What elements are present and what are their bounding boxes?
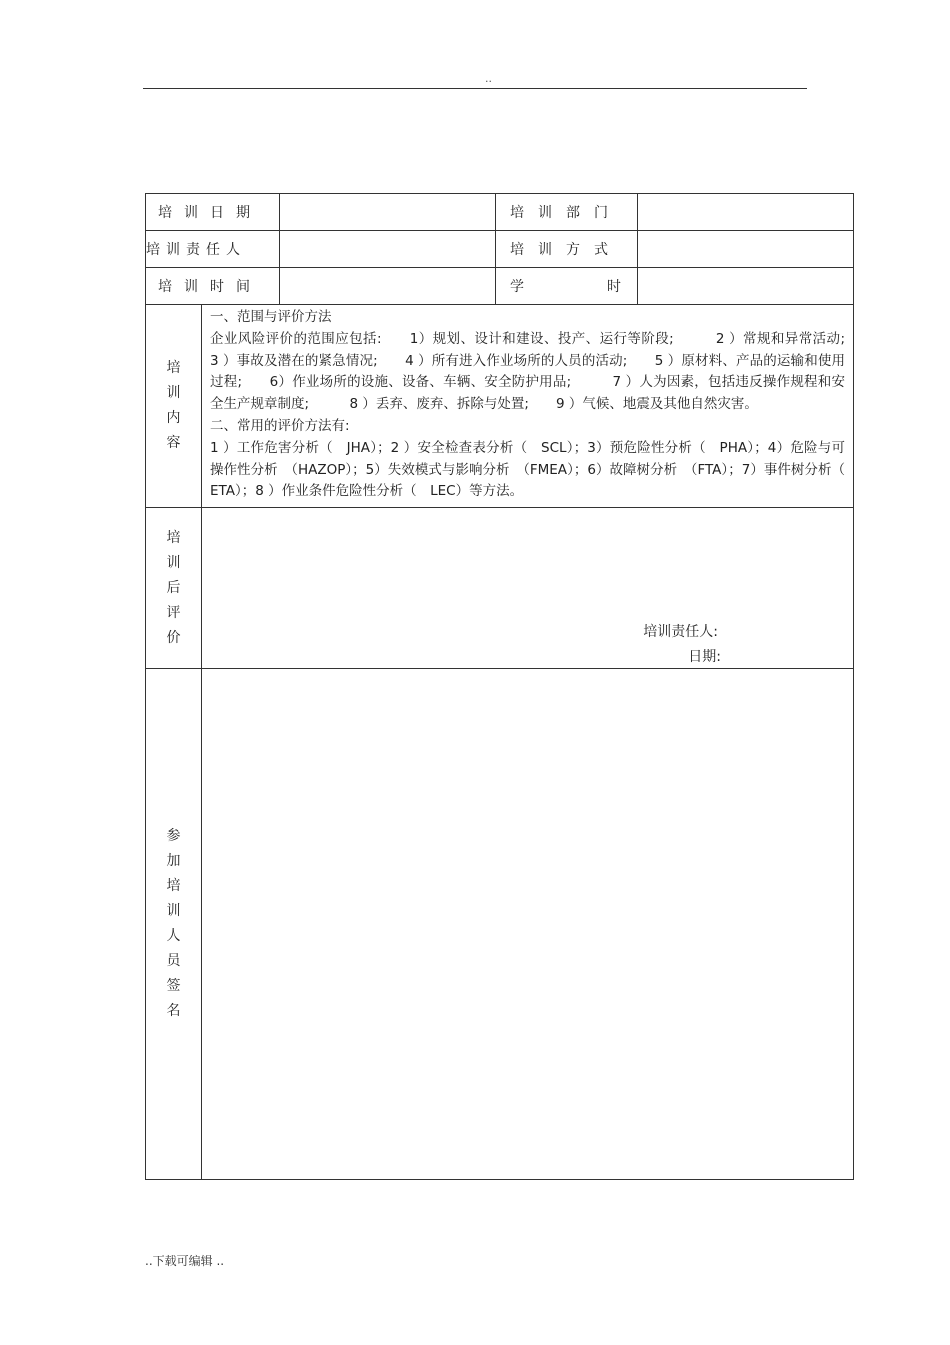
label-char: 价: [166, 629, 181, 646]
row-post-training-evaluation: [146, 508, 854, 669]
training-department-field[interactable]: [638, 194, 854, 231]
row-training-date: [146, 194, 854, 231]
training-responsible-label: 培训责任人: [146, 231, 280, 268]
label-char: 培: [166, 529, 181, 546]
content-heading-2: 二、常用的评价方法有:: [210, 417, 350, 434]
label-char: 容: [166, 435, 181, 452]
class-hours-label: [496, 268, 638, 305]
label-char: 训: [166, 554, 181, 571]
evaluation-date-label: 日期:: [688, 649, 721, 666]
label-char: 内: [166, 410, 181, 427]
training-department-label: 培训部门: [496, 194, 638, 231]
content-heading-1: 一、范围与评价方法: [210, 309, 332, 325]
row-participant-signatures: [146, 669, 854, 1180]
label-char: 参: [166, 828, 181, 845]
evaluation-field[interactable]: [202, 508, 854, 669]
signature-field[interactable]: [202, 669, 854, 1180]
training-method-label: 培训方式: [496, 231, 638, 268]
row-training-time: [146, 268, 854, 305]
training-time-field[interactable]: [280, 268, 496, 305]
training-date-field[interactable]: [280, 194, 496, 231]
content-paragraph-1: 企业风险评价的范围应包括: 1）规划、设计和建设、投产、运行等阶段; 2 ）常规和异常活动; 3 ）事故及潜在的紧急情况; 4 ）所有进入作业场所的人员的活动; 5 ）原材料、产品的运输和使用过程; 6）作业场所的设施、设备、车辆、安全防护用品; 7 ）人为因素，包括违反操作规程和安全生产规章制度; 8 ）丢弃、废弃、拆除与处置; 9 ）气候、地震及其他自然灾害。: [210, 330, 859, 413]
content-paragraph-2: 1 ）工作危害分析（ JHA）；2 ）安全检查表分析（ SCL）；3）预危险性分析（ PHA）；4）危险与可操作性分析 （HAZOP）；5）失效模式与影响分析 （FMEA）；6）故障树分析 （FTA）；7）事件树分析（ ETA）；8 ）作业条件危险性分析（ LEC）等方法。: [210, 439, 859, 500]
class-hours-field[interactable]: [638, 268, 854, 305]
class-hours-label-a: 学: [510, 279, 524, 295]
signature-label: [146, 669, 202, 1180]
training-time-label: 培训时间: [146, 268, 280, 305]
label-char: 签: [166, 978, 181, 995]
label-char: 后: [166, 579, 181, 596]
training-record-form: [145, 193, 859, 1180]
row-training-responsible: [146, 231, 854, 268]
training-responsible-field[interactable]: [280, 231, 496, 268]
training-method-field[interactable]: [638, 231, 854, 268]
training-date-label: 培训日期: [146, 194, 280, 231]
evaluation-responsible-label: 培训责任人:: [643, 624, 718, 641]
header-dots: ..: [485, 72, 492, 85]
training-content-body: [202, 305, 859, 508]
class-hours-label-b: 时: [607, 279, 621, 295]
header-rule: [143, 88, 807, 89]
label-char: 培: [166, 878, 181, 895]
footer-text: ..下载可编辑 ..: [145, 1254, 225, 1268]
label-char: 名: [166, 1003, 181, 1020]
label-char: 人: [166, 928, 181, 945]
label-char: 员: [166, 953, 181, 970]
label-char: 培: [166, 360, 181, 377]
label-char: 训: [166, 385, 181, 402]
label-char: 训: [166, 903, 181, 920]
label-char: 加: [166, 853, 181, 870]
training-content-label: [146, 305, 202, 508]
label-char: 评: [166, 604, 181, 621]
row-training-content: [146, 305, 854, 508]
evaluation-label: [146, 508, 202, 669]
